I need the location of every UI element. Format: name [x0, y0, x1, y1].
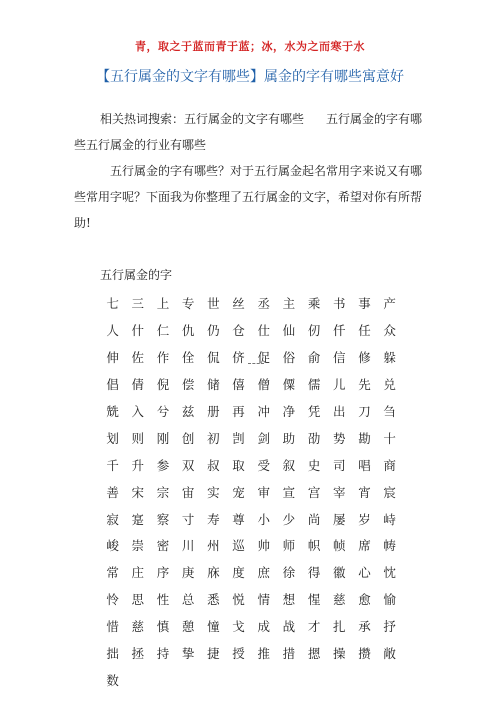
character-cell: 州 — [207, 538, 220, 554]
character-cell: 俞 — [307, 350, 321, 366]
character-cell: 僧 — [257, 377, 270, 393]
character-cell: 常 — [106, 565, 119, 581]
character-cell: 初 — [207, 430, 220, 446]
character-grid — [100, 290, 402, 693]
character-cell: 善 — [106, 484, 119, 500]
character-cell: 入 — [131, 404, 145, 419]
character-cell: 众 — [383, 323, 396, 339]
character-cell: 再 — [232, 404, 245, 419]
character-cell: 岁 — [358, 511, 371, 527]
intro-paragraph: 五行属金的字有哪些？对于五行属金起名常用字来说又有哪些常用字呢？下面我为你整理了五行属金的文字，希望对你有所帮助! — [74, 164, 423, 230]
character-cell: 册 — [207, 404, 220, 419]
character-cell: 帜 — [307, 538, 321, 554]
character-cell: 储 — [207, 377, 220, 393]
character-cell: 捷 — [207, 646, 220, 662]
character-cell: 数 — [106, 672, 119, 688]
character-cell: 兑 — [383, 377, 396, 393]
character-cell: 察 — [156, 511, 170, 527]
character-cell: 拯 — [131, 646, 145, 662]
character-cell: 庚 — [181, 565, 195, 581]
character-cell: 兮 — [156, 404, 170, 419]
character-cell: 宙 — [181, 484, 195, 500]
character-cell: 扎 — [333, 619, 346, 635]
character-cell: 得 — [307, 565, 321, 581]
character-cell: 倪 — [156, 377, 170, 393]
header-quote: 青，取之于蓝而青于蓝；冰，水为之而寒于水 — [135, 40, 365, 53]
character-cell: 师 — [282, 538, 296, 554]
character-cell: 受 — [257, 457, 270, 473]
character-cell: 惜 — [106, 619, 119, 635]
character-cell: 则 — [131, 430, 145, 446]
character-cell: 僖 — [232, 377, 245, 393]
character-cell: 促 — [257, 350, 270, 366]
character-cell: 徐 — [282, 565, 296, 581]
character-cell: 承 — [358, 619, 371, 635]
character-cell: 徽 — [333, 565, 346, 581]
character-cell: 修 — [358, 350, 371, 366]
character-cell: 摁 — [307, 646, 321, 662]
character-cell: 势 — [333, 430, 346, 446]
character-cell: 拙 — [106, 646, 119, 662]
character-cell: 倩 — [131, 377, 145, 393]
character-cell: 仁 — [156, 323, 170, 339]
hot-keyword: 五行属金的文字有哪些 — [184, 112, 305, 126]
character-cell: 措 — [282, 646, 296, 662]
character-cell: 仙 — [282, 323, 296, 339]
hot-keyword: 五行属金的行业有哪些 — [86, 138, 207, 152]
character-cell: 川 — [181, 538, 195, 554]
character-cell: 心 — [358, 565, 371, 581]
character-cell: 想 — [282, 592, 296, 608]
character-cell: 情 — [257, 592, 270, 608]
character-cell: 才 — [307, 619, 321, 635]
character-cell: 审 — [257, 484, 270, 500]
character-cell: 三 — [131, 296, 145, 312]
character-cell: 宫 — [307, 484, 321, 500]
character-cell: 尊 — [232, 511, 245, 527]
character-cell: 推 — [257, 646, 270, 662]
character-cell: 庄 — [131, 565, 145, 581]
character-cell: 划 — [106, 430, 119, 446]
character-cell: 躲 — [383, 350, 396, 366]
character-cell: 憩 — [181, 619, 195, 635]
character-cell: 帧 — [333, 538, 346, 554]
character-cell: 兟 — [106, 404, 119, 419]
character-cell: 忱 — [383, 565, 396, 581]
character-cell: 净 — [282, 404, 296, 419]
character-cell: 操 — [333, 646, 346, 662]
character-cell: 愉 — [383, 592, 396, 608]
character-cell: 帅 — [257, 538, 270, 554]
character-cell: 乘 — [307, 296, 321, 312]
character-cell: 憧 — [207, 619, 220, 635]
character-cell: 仓 — [232, 323, 245, 339]
character-cell: 冲 — [257, 404, 270, 419]
character-cell: 叔 — [207, 457, 220, 473]
character-cell: 仕 — [257, 323, 270, 339]
character-cell: 劭 — [307, 430, 321, 446]
character-cell: 实 — [207, 484, 220, 500]
character-cell: 信 — [333, 350, 346, 366]
character-cell: 刚 — [156, 430, 170, 446]
character-cell: 战 — [282, 619, 296, 635]
character-cell: 小 — [257, 511, 270, 527]
character-cell: 仟 — [333, 323, 346, 339]
character-cell: 成 — [257, 619, 270, 635]
character-cell: 史 — [307, 457, 321, 473]
character-cell: 宰 — [333, 484, 346, 500]
character-cell: 丝 — [232, 296, 245, 312]
character-cell: 慎 — [156, 619, 170, 635]
character-cell: 佐 — [131, 350, 145, 366]
character-cell: 刍 — [383, 404, 396, 419]
character-cell: 少 — [282, 511, 296, 527]
character-cell: 峙 — [383, 511, 396, 527]
character-cell: 愈 — [358, 592, 371, 608]
character-cell: 倡 — [106, 377, 119, 393]
character-cell: 席 — [358, 538, 371, 554]
character-cell: 密 — [156, 538, 170, 554]
character-cell: 寸 — [181, 511, 195, 527]
character-cell: 助 — [282, 430, 296, 446]
character-cell: 专 — [181, 296, 195, 312]
character-cell: 先 — [358, 377, 371, 393]
character-cell: 悉 — [207, 592, 220, 608]
hot-keyword: 五行属金的字有哪些 — [74, 112, 423, 152]
character-cell: 仍 — [207, 323, 220, 339]
character-cell: 七 — [106, 296, 119, 312]
character-cell: 怜 — [106, 592, 119, 608]
character-cell: 挚 — [181, 646, 195, 662]
character-cell: 伸 — [106, 350, 119, 366]
hot-search-label: 相关热词搜索： — [100, 112, 185, 126]
character-cell: 庶 — [257, 565, 270, 581]
character-cell: 惺 — [307, 592, 321, 608]
character-cell: 宋 — [131, 484, 145, 500]
character-cell: 丞 — [257, 296, 270, 312]
character-cell: 儿 — [333, 377, 346, 393]
character-cell: 宵 — [358, 484, 371, 500]
character-cell: 剀 — [232, 430, 245, 446]
character-cell: 帱 — [383, 538, 396, 554]
character-cell: 司 — [333, 457, 346, 473]
character-cell: 主 — [282, 296, 296, 312]
character-cell: 敞 — [383, 646, 396, 662]
character-cell: 参 — [156, 457, 170, 473]
character-cell: 叙 — [282, 457, 296, 473]
character-cell: 儒 — [307, 377, 321, 393]
character-cell: 屡 — [333, 511, 346, 527]
character-cell: 刀 — [358, 404, 371, 419]
character-cell: 峻 — [106, 538, 119, 554]
character-cell: 俗 — [282, 350, 296, 366]
character-cell: 崇 — [131, 538, 145, 554]
character-cell: 性 — [156, 592, 170, 608]
character-cell: 仇 — [181, 323, 195, 339]
character-cell: 抒 — [383, 619, 396, 635]
character-cell: 巡 — [232, 538, 245, 554]
character-cell: 产 — [383, 296, 396, 312]
character-cell: 佺 — [181, 350, 195, 366]
character-cell: 思 — [131, 592, 145, 608]
character-cell: 寔 — [131, 511, 145, 527]
character-cell: 人 — [106, 323, 119, 339]
character-cell: 仞 — [307, 323, 321, 339]
character-cell: 出 — [333, 404, 346, 419]
character-cell: 授 — [232, 646, 245, 662]
character-cell: 宗 — [156, 484, 170, 500]
character-cell: 侃 — [207, 350, 220, 366]
character-cell: 十 — [383, 430, 396, 446]
character-cell: 总 — [181, 592, 195, 608]
character-cell: 作 — [156, 350, 170, 366]
character-cell: 尚 — [307, 511, 321, 527]
character-cell: 取 — [232, 457, 245, 473]
character-cell: 宠 — [232, 484, 245, 500]
character-cell: 上 — [156, 296, 170, 312]
character-cell: 商 — [383, 457, 396, 473]
character-cell: 偿 — [181, 377, 195, 393]
character-cell: 事 — [358, 296, 371, 312]
section-heading: 五行属金的字 — [100, 268, 173, 282]
character-cell: 书 — [333, 296, 346, 312]
character-cell: 宸 — [383, 484, 396, 500]
character-cell: 寂 — [106, 511, 119, 527]
character-cell: 悦 — [232, 592, 245, 608]
character-cell: 庥 — [207, 565, 220, 581]
character-cell: 序 — [156, 565, 170, 581]
character-cell: 任 — [358, 323, 371, 339]
character-cell: 慈 — [333, 592, 346, 608]
character-cell: 宣 — [282, 484, 296, 500]
character-cell: 侪 — [232, 350, 245, 366]
character-cell: 剑 — [257, 430, 270, 446]
character-cell: 世 — [207, 296, 220, 312]
hot-search-paragraph — [74, 106, 430, 158]
character-cell: 度 — [232, 565, 245, 581]
character-cell: 僳 — [282, 377, 296, 393]
character-cell: 什 — [131, 323, 145, 339]
character-cell: 创 — [181, 430, 195, 446]
character-cell: 升 — [131, 457, 145, 473]
character-cell: 兹 — [181, 404, 195, 419]
character-cell: 慈 — [131, 619, 145, 635]
character-cell: 千 — [106, 457, 119, 473]
annotation-mark — [248, 363, 264, 365]
character-cell: 凭 — [307, 404, 321, 419]
character-cell: 持 — [156, 646, 170, 662]
character-cell: 唱 — [358, 457, 371, 473]
character-cell: 勘 — [358, 430, 371, 446]
character-cell: 戈 — [232, 619, 245, 635]
character-cell: 攒 — [358, 646, 371, 662]
page-title: 【五行属金的文字有哪些】属金的字有哪些寓意好 — [96, 69, 404, 85]
character-cell: 寿 — [207, 511, 220, 527]
character-cell: 双 — [181, 457, 195, 473]
